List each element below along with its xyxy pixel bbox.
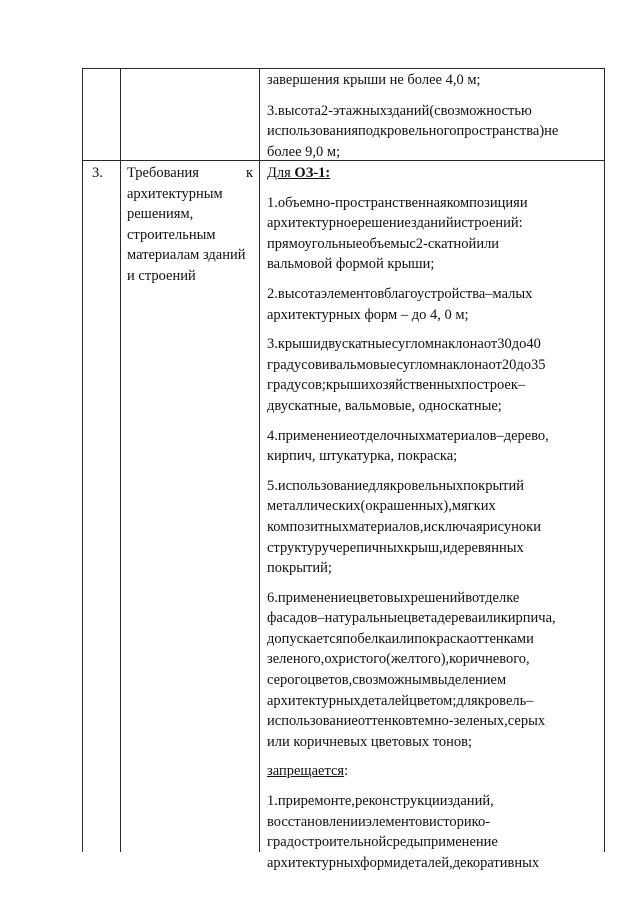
text-line: покрытий; (267, 560, 332, 577)
text-line: 6.применениецветовыхрешенийвотделке (267, 589, 520, 606)
paragraph (267, 588, 597, 753)
paragraph (267, 476, 597, 579)
zone-heading (267, 163, 597, 184)
text-line: 3.крышидвускатныесугломнаклонаот30до40 (267, 336, 541, 353)
title-line: архитектурным (127, 185, 223, 202)
text-line: вальмовой формой крыши; (267, 256, 435, 273)
text-line: градусовивальмовыесугломнаклонаот20до35 (267, 356, 546, 373)
text-line: более 9,0 м; (267, 143, 341, 160)
table-column-divider-2 (259, 68, 260, 852)
table-border-right (604, 68, 605, 852)
paragraph (267, 426, 597, 467)
paragraph (267, 101, 597, 163)
text-line: или коричневых цветовых тонов; (267, 733, 472, 750)
text-line: использованияподкровельногопространства)не (267, 123, 559, 140)
text-line: 4.применениеотделочныхматериалов–дерево, (267, 427, 549, 444)
text-line: архитектурных форм – до 4, 0 м; (267, 306, 469, 323)
row-2-content-cell (267, 163, 597, 873)
forbidden-label: запрещается (267, 763, 345, 780)
title-line: решениям, (127, 206, 194, 223)
text-line: допускаетсяпобелкаилипокраскаоттенками (267, 630, 534, 647)
text-line: структуручерепичныхкрыш,идеревянных (267, 539, 524, 556)
text-line: 1.объемно-пространственнаякомпозицияи (267, 194, 528, 211)
paragraph (267, 791, 597, 873)
table-border-left (82, 68, 83, 852)
text-line: композитныхматериалов,исключаярисуноки (267, 518, 541, 535)
text-line: зеленого,охристого(желтого),коричневого, (267, 651, 530, 668)
paragraph (267, 334, 597, 416)
text-line: прямоугольныеобъемыс2-скатнойили (267, 235, 500, 252)
paragraph (267, 70, 597, 91)
text-line: архитектурныхформидеталей,декоративных (267, 854, 540, 871)
text-line: 2.высотаэлементовблагоустройства–малых (267, 285, 533, 302)
text-line: восстановленииэлементовисторико- (267, 813, 491, 830)
text-line: серогоцветов,свозможнымвыделением (267, 672, 507, 689)
text-line: 1.приремонте,реконструкциизданий, (267, 793, 494, 810)
paragraph (267, 193, 597, 275)
table-column-divider-1 (120, 68, 121, 852)
title-line: и строений (127, 267, 196, 284)
paragraph (267, 284, 597, 325)
text-line: металлических(окрашенных),мягких (267, 498, 496, 515)
forbidden-heading (267, 761, 597, 782)
row-number: 3. (92, 165, 103, 181)
text-line: использованиеоттенковтемно-зеленых,серых (267, 713, 546, 730)
row-number-cell (92, 163, 118, 184)
forbidden-colon: : (344, 763, 349, 780)
text-line: фасадов–натуральныецветадереваиликирпича, (267, 610, 556, 627)
zone-code: ОЗ-1: (294, 165, 331, 181)
text-line: кирпич, штукатурка, покраска; (267, 448, 458, 465)
title-line: Требования к (127, 165, 253, 181)
title-line: строительным (127, 226, 216, 243)
zone-heading-prefix: Для (267, 165, 295, 181)
requirement-title-cell (127, 163, 253, 287)
text-line: архитектурноерешениезданийистроений: (267, 215, 523, 232)
row-1-content-cell (267, 68, 597, 162)
text-line: двускатные, вальмовые, односкатные; (267, 397, 502, 414)
title-line: материалам зданий (127, 247, 246, 264)
text-line: 3.высота2-этажныхзданий(свозможностью (267, 102, 532, 119)
text-line: завершения крыши не более 4,0 м; (267, 72, 481, 88)
text-line: градостроительнойсредыприменение (267, 834, 498, 851)
text-line: 5.использованиедлякровельныхпокрытий (267, 477, 525, 494)
text-line: архитектурныхдеталейцветом;длякровель– (267, 692, 534, 709)
text-line: градусов;крышихозяйственныхпостроек– (267, 377, 526, 394)
